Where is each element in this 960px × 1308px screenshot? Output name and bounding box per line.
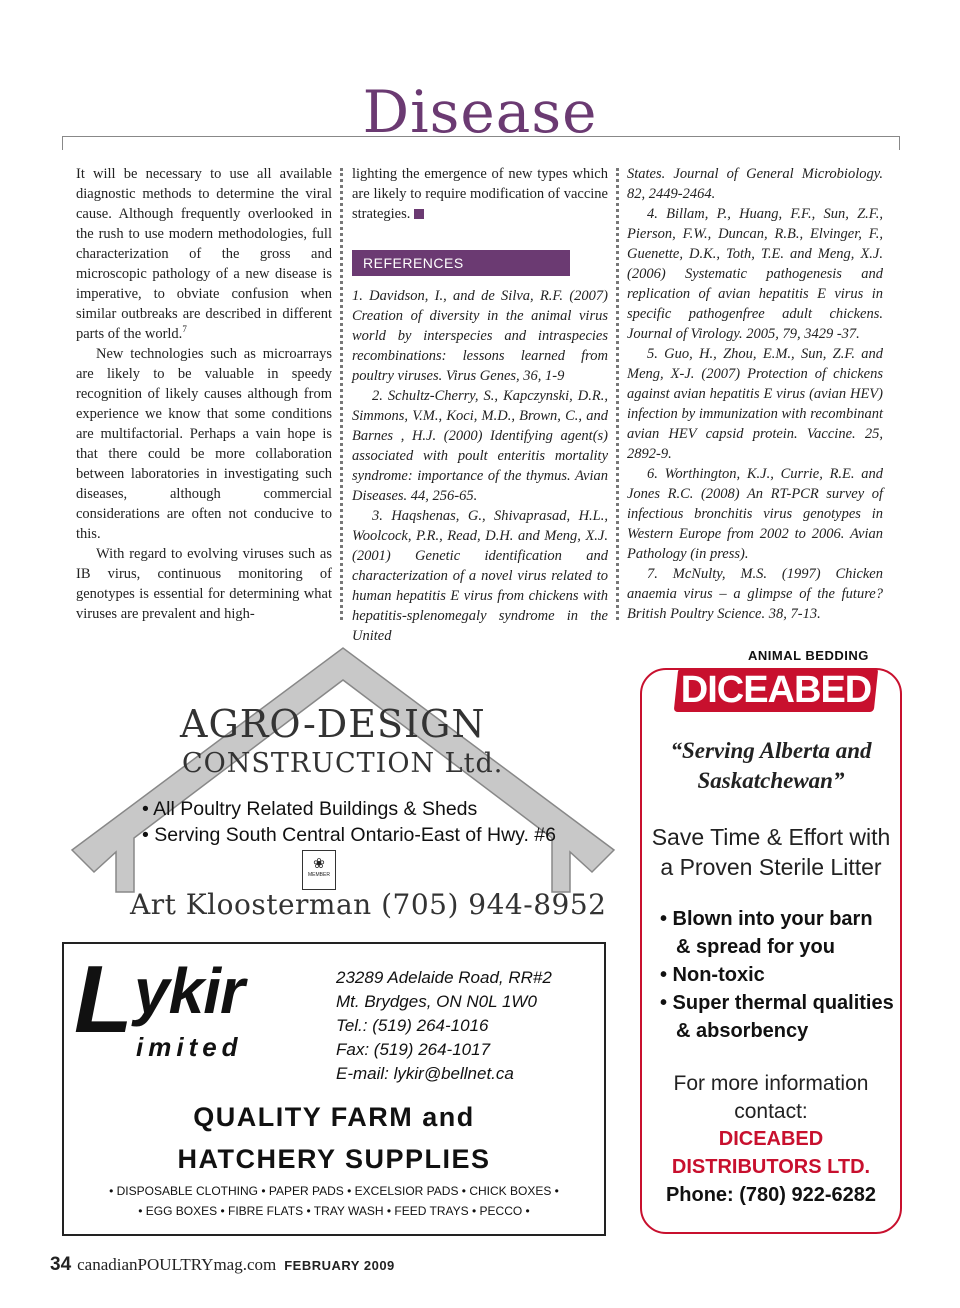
diceabed-bullet: & absorbency (676, 1020, 809, 1042)
diceabed-slogan: Save Time & Effort with (651, 824, 891, 850)
rule-tick-right (899, 136, 900, 150)
issue-date: FEBRUARY 2009 (284, 1258, 395, 1273)
page-title: Disease (362, 78, 598, 146)
article-column-1 (76, 164, 332, 624)
agro-design-ad[interactable] (62, 640, 624, 940)
diceabed-slogan: a Proven Sterile Litter (660, 854, 882, 880)
rule-tick-left (62, 136, 63, 150)
lykir-headline: HATCHERY SUPPLIES (177, 1144, 491, 1174)
agro-bullet: • Serving South Central Ontario-East of Hwy. #6 (142, 824, 556, 846)
paragraph: It will be necessary to use all available diagnostic methods to determine the viral cause. Although frequently overlooked in the rush to use modern methodologies, full characterization of the gross and microscopic pathology of a new disease is imperative, to obviate confusion when similar outbreaks are described in different parts of the world.$^7$ (76, 166, 332, 342)
lykir-logo: ykir (134, 955, 244, 1027)
reference-item: 7. McNulty, M.S. (1997) Chicken anaemia virus – a glimpse of the future? British Poultry Science. 38, 7-13. (627, 566, 883, 622)
diceabed-company: DICEABED (718, 1128, 824, 1150)
lykir-logo-sub: imited (136, 1032, 243, 1062)
paragraph: With regard to evolving viruses such as IB virus, continuous monitoring of genotypes is essential for determining what viruses are prevalent and high- (76, 546, 332, 622)
diceabed-logo: DICEABED (680, 669, 872, 711)
lykir-logo-l: L (74, 946, 133, 1053)
reference-item: 1. Davidson, I., and de Silva, R.F. (2007) Creation of diversity in the animal virus world by interspecies and intraspecies recombinations: lessons learned from poultry viruses. Virus Genes, 36, 1-9 (352, 288, 608, 384)
reference-item: 6. Worthington, K.J., Currie, R.E. and Jones R.C. (2008) An RT-PCR survey of infectious bronchitis virus genotypes in Western Europe from 2002 to 2006. Avian Pathology (in press). (627, 466, 883, 562)
agro-company-name: AGRO-DESIGN (180, 702, 486, 746)
end-mark-icon (414, 209, 424, 219)
diceabed-contact: For more information (673, 1072, 869, 1095)
paragraph: lighting the emergence of new types which are likely to require modification of vaccine strategies. (352, 166, 608, 222)
lykir-products: • EGG BOXES • FIBRE FLATS • TRAY WASH • FEED TRAYS • PECCO • (138, 1204, 530, 1218)
maple-leaf-member-logo: ❀ MEMBER (302, 850, 336, 890)
diceabed-phone: Phone: (780) 922-6282 (665, 1184, 877, 1206)
column-divider (616, 168, 619, 620)
diceabed-contact: contact: (734, 1100, 808, 1123)
diceabed-bullet: • Blown into your barn (660, 908, 873, 930)
agro-bullet: • All Poultry Related Buildings & Sheds (142, 798, 478, 820)
reference-item: 5. Guo, H., Zhou, E.M., Sun, Z.F. and Meng, X-J. (2007) Protection of chickens against avian hepatitis E virus (avian HEV) infection by immunization with recombinant avian HEV capsid protein. Vaccine. 25, 2892-9. (627, 346, 883, 462)
diceabed-company: DISTRIBUTORS LTD. (671, 1156, 871, 1178)
references-heading: REFERENCES (352, 250, 570, 276)
reference-item: 4. Billam, P., Huang, F.F., Sun, Z.F., Pierson, F.W., Duncan, R.B., Elvinger, F., Guenette, D.K., Toth, T.E. and Meng, X.J. (2006) Systematic pathogenesis and replication of avian hepatitis E virus in specific pathogenfree adult chickens. Journal of Virology. 2005, 79, 3429 -37. (627, 206, 883, 342)
diceabed-bullet: & spread for you (676, 936, 835, 958)
article-column-2 (352, 164, 608, 646)
lykir-ad[interactable] (62, 942, 606, 1236)
agro-contact: Art Kloosterman (705) 944-8952 (130, 888, 607, 921)
lykir-email[interactable]: E-mail: lykir@bellnet.ca (336, 1064, 514, 1083)
lykir-products: • DISPOSABLE CLOTHING • PAPER PADS • EXCELSIOR PADS • CHICK BOXES • (109, 1184, 559, 1198)
page-footer (50, 1254, 395, 1276)
diceabed-quote: “Serving Alberta and (670, 738, 872, 763)
lykir-address: 23289 Adelaide Road, RR#2 Mt. Brydges, ON N0L 1W0 Tel.: (519) 264-1016 Fax: (519) 264-1017 E-mail: lykir@bellnet.ca (336, 966, 552, 1086)
diceabed-bullet: • Super thermal qualities (660, 992, 894, 1014)
agro-company-sub: CONSTRUCTION Ltd. (182, 748, 504, 779)
diceabed-quote: Saskatchewan” (697, 768, 845, 793)
reference-item: 3. Haqshenas, G., Shivaprasad, H.L., Woolcock, P.R., Read, D.H. and Meng, X.J. (2001) Genetic identification and characterization of a novel virus related to human hepatitis E virus from chickens with hepatitis-splenomegaly syndrome in the United (352, 508, 608, 644)
article-column-3 (627, 164, 883, 624)
site-link[interactable]: canadianPOULTRYmag.com (77, 1255, 277, 1274)
page-number: 34 (50, 1254, 72, 1275)
footnote-ref: 7 (182, 324, 187, 335)
column-divider (340, 168, 343, 620)
title-rule (62, 136, 900, 137)
paragraph: New technologies such as microarrays are likely to be valuable in speedy recognition of likely causes although from experience we know that some conditions are multifactorial. Perhaps a vain hope is that there could be more collaboration between laboratories in investigating such diseases, although commercial considerations are often not conducive to this. (76, 346, 332, 542)
diceabed-tag: ANIMAL BEDDING (742, 648, 875, 663)
lykir-headline: QUALITY FARM and (193, 1102, 475, 1132)
diceabed-bullet: • Non-toxic (660, 964, 765, 986)
reference-item: 2. Schultz-Cherry, S., Kapczynski, D.R., Simmons, V.M., Koci, M.D., Brown, C., and Barnes , H.J. (2000) Identifying agent(s) associated with poult enteritis mortality syndrome: importance of the thymus. Avian Diseases. 44, 256-65. (352, 388, 608, 504)
reference-item: States. Journal of General Microbiology. 82, 2449-2464. (627, 166, 883, 202)
